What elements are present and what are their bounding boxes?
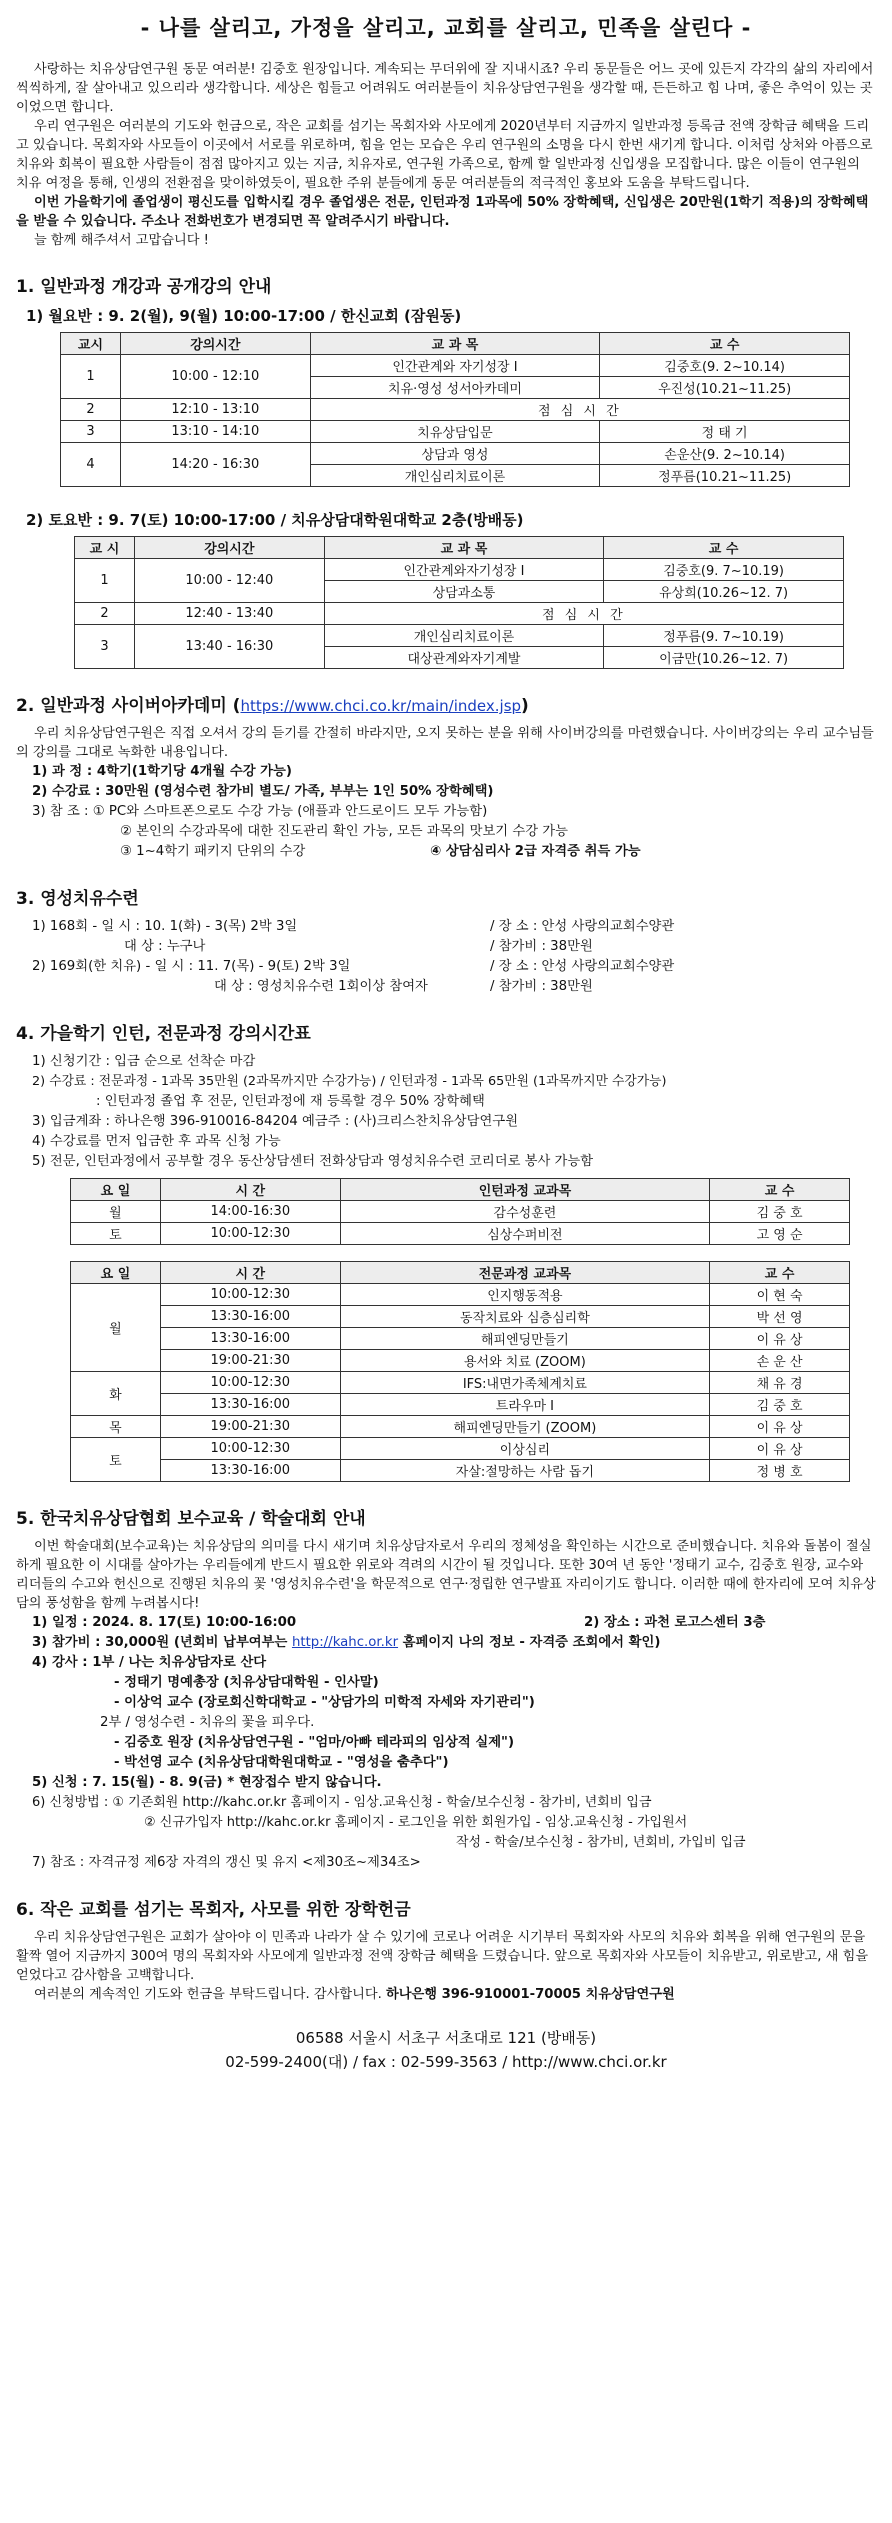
cyber-note-4: ④ 상담심리사 2급 자격증 취득 가능	[430, 844, 641, 859]
professor-cell: 이 현 숙	[710, 1284, 850, 1306]
table-row	[71, 1223, 850, 1245]
time-cell: 10:00-12:30	[160, 1284, 340, 1306]
table-row	[71, 1284, 850, 1306]
registration-method-2-cont: 작성 - 학술/보수신청 - 참가비, 년회비, 가입비 입금	[456, 1835, 746, 1850]
section-2-title-text: 2. 일반과정 사이버아카데미 (	[16, 696, 241, 716]
footer-contact: 02-599-2400(대) / fax : 02-599-3563 / http://www.chci.or.kr	[225, 2053, 667, 2071]
subject-cell: 치유상담입문	[310, 421, 600, 443]
professor-cell: 채 유 경	[710, 1372, 850, 1394]
volunteer-line: 5) 전문, 인턴과정에서 공부할 경우 동산상담센터 전화상담과 영성치유수련 코리더로 봉사 가능함	[32, 1154, 594, 1169]
monday-class-title: 1) 월요반 : 9. 2(월), 9(월) 10:00-17:00 / 한신교회 (잠원동)	[26, 307, 462, 325]
professor-cell: 정푸름(9. 7~10.19)	[604, 625, 844, 647]
table-row	[71, 1372, 850, 1394]
tuition-note-line: : 인턴과정 졸업 후 전문, 인턴과정에 재 등록할 경우 50% 장학혜택	[96, 1094, 485, 1109]
professor-cell: 정 병 호	[710, 1460, 850, 1482]
time-cell: 10:00-12:30	[160, 1372, 340, 1394]
professor-cell: 이 유 상	[710, 1416, 850, 1438]
table-header-row	[75, 537, 844, 559]
section-3-title: 3. 영성치유수련	[16, 889, 139, 909]
retreat-168-fee: / 참가비 : 38만원	[490, 939, 593, 954]
period-cell: 3	[75, 625, 135, 669]
intro-paragraph-1: 사랑하는 치유상담연구원 동문 여러분! 김중호 원장입니다. 계속되는 무더위에 잘 지내시죠? 우리 동문들은 어느 곳에 있든지 각각의 삶의 자리에서 씩씩하게, 잘 살아내고 있으리라 생각합니다. 세상은 힘들고 어려워도 여러분들이 치유상담연구원을 생각할 때, 든든하고 힘 나며, 좋은 추억이 있는 곳이었으면 합니다.	[16, 62, 874, 115]
lunch-cell: 점 심 시 간	[310, 399, 849, 421]
professor-cell: 김 중 호	[710, 1394, 850, 1416]
col-professor: 교 수	[604, 537, 844, 559]
scholarship-paragraph: 우리 치유상담연구원은 교회가 살아야 이 민족과 나라가 살 수 있기에 코로나 어려운 시기부터 목회자와 사모의 치유와 회복을 위해 연구원의 문을 활짝 열어 지금까지 300여 명의 목회자와 사모에게 일반과정 전액 장학금 혜택을 드렸습니다. 앞으로 목회자와 사모들이 치유받고, 위로받고, 새 힘을 얻었다고 감사함을 고백합니다.	[16, 1930, 869, 1983]
professor-cell: 손 운 산	[710, 1350, 850, 1372]
subject-cell: 해피엔딩만들기 (ZOOM)	[340, 1416, 710, 1438]
time-cell: 10:00 - 12:10	[120, 355, 310, 399]
scholarship-donation-line	[16, 1985, 876, 2004]
speaker-1: - 정태기 명예총장 (치유상담대학원 - 인사말)	[114, 1675, 379, 1690]
intro-paragraph-3: 이번 가을학기에 졸업생이 평신도를 입학시킬 경우 졸업생은 전문, 인턴과정 1과목에 50% 장학혜택, 신입생은 20만원(1학기 적용)의 장학혜택을 받을 수 있습니다. 주소나 전화번호가 변경되면 꼭 알려주시기 바랍니다.	[16, 195, 869, 229]
subject-cell: 개인심리치료이론	[310, 465, 600, 487]
professor-cell: 유상희(10.26~12. 7)	[604, 581, 844, 603]
subject-cell: 해피엔딩만들기	[340, 1328, 710, 1350]
subject-cell: 용서와 치료 (ZOOM)	[340, 1350, 710, 1372]
time-cell: 10:00-12:30	[160, 1223, 340, 1245]
period-cell: 2	[75, 603, 135, 625]
table-row	[71, 1201, 850, 1223]
table-row	[71, 1394, 850, 1416]
day-cell: 토	[71, 1223, 161, 1245]
apply-period-line: 1) 신청기간 : 입금 순으로 선착순 마감	[32, 1054, 256, 1069]
col-subject: 인턴과정 교과목	[340, 1179, 709, 1201]
time-cell: 13:30-16:00	[160, 1328, 340, 1350]
footer-address: 06588 서울시 서초구 서초대로 121 (방배동)	[295, 2029, 597, 2047]
retreat-168-place: / 장 소 : 안성 사랑의교회수양관	[490, 919, 675, 934]
section-6-title: 6. 작은 교회를 섬기는 목회자, 사모를 위한 장학헌금	[16, 1900, 411, 1920]
subject-cell: 이상심리	[340, 1438, 710, 1460]
conference-fee-note: 홈페이지 나의 정보 - 자격증 조회에서 확인)	[398, 1635, 661, 1650]
table-row	[71, 1306, 850, 1328]
col-period: 교시	[61, 333, 121, 355]
speaker-4: - 박선영 교수 (치유상담대학원대학교 - "영성을 춤추다")	[114, 1755, 449, 1770]
col-subject: 전문과정 교과목	[340, 1262, 710, 1284]
retreat-168-line	[16, 917, 876, 937]
col-day: 요 일	[71, 1262, 161, 1284]
table-header-row	[71, 1179, 850, 1201]
regulation-note-line: 7) 참조 : 자격규정 제6장 자격의 갱신 및 유지 <제30조~제34조>	[32, 1855, 421, 1870]
registration-method-1: 6) 신청방법 : ① 기존회원 http://kahc.or.kr 홈페이지 - 임상.교육신청 - 학술/보수신청 - 참가비, 년회비 입금	[32, 1795, 652, 1810]
donation-account: 하나은행 396-910001-70005 치유상담연구원	[386, 1987, 675, 2002]
retreat-169-line-2	[16, 977, 876, 997]
conference-date: 1) 일정 : 2024. 8. 17(토) 10:00-16:00	[32, 1615, 297, 1630]
day-cell: 화	[71, 1372, 161, 1416]
conference-description: 이번 학술대회(보수교육)는 치유상담의 의미를 다시 새기며 치유상담자로서 우리의 정체성을 확인하는 시간으로 준비했습니다. 치유와 돌봄이 절실하게 필요한 이 시대를 살아가는 우리들에게 반드시 필요한 위로와 격려의 시간이 될 것입니다. 또한 30여 년 동안 '정태기 교수, 김중호 원장, 교수와 리더들의 수고와 헌신으로 진행된 치유의 꽃 '영성치유수련'을 학문적으로 연구·정립한 연구발표 자리이기도 합니다. 이러한 때에 한자리에 모여 치유상담의 풍성함을 함께 누려봅시다!	[16, 1539, 876, 1611]
section-2-title	[16, 691, 876, 716]
time-cell: 12:10 - 13:10	[120, 399, 310, 421]
table-row	[71, 1460, 850, 1482]
subject-cell: 트라우마 I	[340, 1394, 710, 1416]
cyber-note-1: 3) 참 조 : ① PC와 스마트폰으로도 수강 가능 (애플과 안드로이드 모두 가능함)	[32, 804, 488, 819]
subject-cell: 인간관계와 자기성장 I	[310, 355, 600, 377]
intern-course-table	[70, 1178, 850, 1245]
professor-cell: 김 중 호	[710, 1201, 850, 1223]
professor-cell: 이 유 상	[710, 1328, 850, 1350]
conference-schedule-line	[16, 1613, 876, 1633]
monday-schedule-table	[60, 332, 850, 487]
subject-cell: 동작치료와 심층심리학	[340, 1306, 710, 1328]
period-cell: 3	[61, 421, 121, 443]
cyber-note-3: ③ 1~4학기 패키지 단위의 수강	[120, 844, 306, 859]
period-cell: 1	[61, 355, 121, 399]
col-subject: 교 과 목	[310, 333, 600, 355]
table-row	[61, 443, 850, 465]
bank-account-line: 3) 입금계좌 : 하나은행 396-910016-84204 예금주 : (사)크리스찬치유상담연구원	[32, 1114, 519, 1129]
conference-fee-line	[16, 1633, 876, 1653]
lunch-cell: 점 심 시 간	[324, 603, 843, 625]
time-cell: 13:30-16:00	[160, 1394, 340, 1416]
time-cell: 13:30-16:00	[160, 1460, 340, 1482]
day-cell: 월	[71, 1201, 161, 1223]
speakers-line: 4) 강사 : 1부 / 나는 치유상담자로 산다	[32, 1655, 267, 1670]
kahc-link[interactable]: http://kahc.or.kr	[291, 1635, 399, 1650]
col-professor: 교 수	[710, 1262, 850, 1284]
table-row	[71, 1438, 850, 1460]
intro-paragraph-4: 늘 함께 해주셔서 고맙습니다 !	[34, 233, 209, 248]
registration-period-line: 5) 신청 : 7. 15(월) - 8. 9(금) * 현장접수 받지 않습니다.	[32, 1775, 382, 1790]
col-time: 시 간	[160, 1179, 340, 1201]
table-header-row	[61, 333, 850, 355]
subject-cell: 감수성훈련	[340, 1201, 709, 1223]
professor-cell: 정 태 기	[600, 421, 850, 443]
professor-cell: 박 선 영	[710, 1306, 850, 1328]
professor-cell: 이금만(10.26~12. 7)	[604, 647, 844, 669]
speaker-2: - 이상억 교수 (장로회신학대학교 - "상담가의 미학적 자세와 자기관리")	[114, 1695, 535, 1710]
col-professor: 교 수	[710, 1179, 850, 1201]
col-subject: 교 과 목	[324, 537, 604, 559]
period-cell: 1	[75, 559, 135, 603]
table-row	[75, 603, 844, 625]
footer	[16, 2026, 876, 2074]
table-header-row	[71, 1262, 850, 1284]
col-professor: 교 수	[600, 333, 850, 355]
subject-cell: 자살:절망하는 사람 돕기	[340, 1460, 710, 1482]
time-cell: 14:20 - 16:30	[120, 443, 310, 487]
retreat-169-fee: / 참가비 : 38만원	[490, 979, 593, 994]
retreat-168-date: 1) 168회 - 일 시 : 10. 1(화) - 3(목) 2박 3일	[32, 919, 298, 934]
cyber-academy-link[interactable]: https://www.chci.co.kr/main/index.jsp	[240, 697, 522, 715]
col-period: 교 시	[75, 537, 135, 559]
retreat-169-target: 대 상 : 영성치유수련 1회이상 참여자	[214, 979, 428, 994]
time-cell: 12:40 - 13:40	[134, 603, 324, 625]
cyber-course-line: 1) 과 정 : 4학기(1학기당 4개월 수강 가능)	[32, 764, 292, 779]
subject-cell: 상담과 영성	[310, 443, 600, 465]
subject-cell: 대상관계와자기계발	[324, 647, 604, 669]
table-row	[71, 1328, 850, 1350]
table-row	[71, 1350, 850, 1372]
conference-place: 2) 장소 : 과천 로고스센터 3층	[584, 1615, 766, 1630]
time-cell: 10:00-12:30	[160, 1438, 340, 1460]
day-cell: 목	[71, 1416, 161, 1438]
banner-slogan: - 나를 살리고, 가정을 살리고, 교회를 살리고, 민족을 살린다 -	[140, 16, 752, 40]
time-cell: 13:40 - 16:30	[134, 625, 324, 669]
retreat-168-line-2	[16, 937, 876, 957]
table-row	[61, 421, 850, 443]
time-cell: 10:00 - 12:40	[134, 559, 324, 603]
retreat-168-target: 대 상 : 누구나	[124, 939, 206, 954]
time-cell: 13:30-16:00	[160, 1306, 340, 1328]
section-2-title-close: )	[521, 696, 529, 716]
saturday-schedule-table	[74, 536, 844, 669]
professor-cell: 손운산(9. 2~10.14)	[600, 443, 850, 465]
subject-cell: 인지행동적용	[340, 1284, 710, 1306]
day-cell: 토	[71, 1438, 161, 1482]
donation-request: 여러분의 계속적인 기도와 헌금을 부탁드립니다. 감사합니다.	[34, 1987, 387, 2002]
subject-cell: IFS:내면가족체계치료	[340, 1372, 710, 1394]
table-row	[61, 399, 850, 421]
saturday-class-title: 2) 토요반 : 9. 7(토) 10:00-17:00 / 치유상담대학원대학교 2층(방배동)	[26, 511, 524, 529]
subject-cell: 개인심리치료이론	[324, 625, 604, 647]
subject-cell: 치유·영성 성서아카데미	[310, 377, 600, 399]
professor-cell: 고 영 순	[710, 1223, 850, 1245]
subject-cell: 심상수퍼비전	[340, 1223, 709, 1245]
cyber-academy-description: 우리 치유상담연구원은 직접 오셔서 강의 듣기를 간절히 바라지만, 오지 못하는 분을 위해 사이버강의를 마련했습니다. 사이버강의는 우리 교수님들의 강의를 그대로 녹화한 내용입니다.	[16, 726, 874, 760]
col-time: 시 간	[160, 1262, 340, 1284]
subject-cell: 상담과소통	[324, 581, 604, 603]
session-2-line: 2부 / 영성수련 - 치유의 꽃을 피우다.	[100, 1715, 315, 1730]
apply-order-line: 4) 수강료를 먼저 입금한 후 과목 신청 가능	[32, 1134, 281, 1149]
table-row	[75, 559, 844, 581]
time-cell: 13:10 - 14:10	[120, 421, 310, 443]
table-row	[71, 1416, 850, 1438]
table-row	[75, 625, 844, 647]
professor-cell: 이 유 상	[710, 1438, 850, 1460]
cyber-fee-line: 2) 수강료 : 30만원 (영성수련 참가비 별도/ 가족, 부부는 1인 50% 장학혜택)	[32, 784, 494, 799]
conference-fee: 3) 참가비 : 30,000원 (년회비 납부여부는	[32, 1635, 292, 1650]
section-5-title: 5. 한국치유상담협회 보수교육 / 학술대회 안내	[16, 1509, 366, 1529]
cyber-note-3-4	[16, 842, 876, 862]
period-cell: 2	[61, 399, 121, 421]
registration-method-2: ② 신규가입자 http://kahc.or.kr 홈페이지 - 로그인을 위한 회원가입 - 임상.교육신청 - 가입원서	[144, 1815, 688, 1830]
table-row	[61, 355, 850, 377]
time-cell: 19:00-21:30	[160, 1350, 340, 1372]
professional-course-table	[70, 1261, 850, 1482]
professor-cell: 김중호(9. 7~10.19)	[604, 559, 844, 581]
time-cell: 14:00-16:30	[160, 1201, 340, 1223]
speaker-3: - 김중호 원장 (치유상담연구원 - "엄마/아빠 테라피의 임상적 실제")	[114, 1735, 515, 1750]
professor-cell: 김중호(9. 2~10.14)	[600, 355, 850, 377]
col-day: 요 일	[71, 1179, 161, 1201]
retreat-169-place: / 장 소 : 안성 사랑의교회수양관	[490, 959, 675, 974]
retreat-169-line	[16, 957, 876, 977]
professor-cell: 우진성(10.21~11.25)	[600, 377, 850, 399]
intro-paragraph-2: 우리 연구원은 여러분의 기도와 헌금으로, 작은 교회를 섬기는 목회자와 사모에게 2020년부터 지금까지 일반과정 등록금 전액 장학금 혜택을 드리고 있습니다. 목회자와 사모들이 이곳에서 서로를 위로하며, 힘을 얻는 모습은 우리 연구원의 소명을 다시 한번 새기게 합니다. 이처럼 상처와 아픔으로 치유와 회복이 필요한 사람들이 점점 많아지고 있는 지금, 치유자로, 연구원 가족으로, 함께 할 일반과정 신입생을 모집합니다. 많은 이들이 연구원의 치유 여정을 통해, 인생의 전환점을 맞이하였듯이, 필요한 주위 분들에게 동문 여러분들의 적극적인 홍보와 도움을 부탁드립니다.	[16, 119, 873, 191]
section-1-title: 1. 일반과정 개강과 공개강의 안내	[16, 277, 272, 297]
day-cell: 월	[71, 1284, 161, 1372]
subject-cell: 인간관계와자기성장 I	[324, 559, 604, 581]
col-time: 강의시간	[120, 333, 310, 355]
tuition-line: 2) 수강료 : 전문과정 - 1과목 35만원 (2과목까지만 수강가능) / 인턴과정 - 1과목 65만원 (1과목까지만 수강가능)	[32, 1074, 667, 1089]
cyber-note-2: ② 본인의 수강과목에 대한 진도관리 확인 가능, 모든 과목의 맛보기 수강 가능	[120, 824, 568, 839]
time-cell: 19:00-21:30	[160, 1416, 340, 1438]
period-cell: 4	[61, 443, 121, 487]
section-4-title: 4. 가을학기 인턴, 전문과정 강의시간표	[16, 1024, 311, 1044]
professor-cell: 정푸름(10.21~11.25)	[600, 465, 850, 487]
retreat-169-date: 2) 169회(한 치유) - 일 시 : 11. 7(목) - 9(토) 2박 3일	[32, 959, 351, 974]
col-time: 강의시간	[134, 537, 324, 559]
